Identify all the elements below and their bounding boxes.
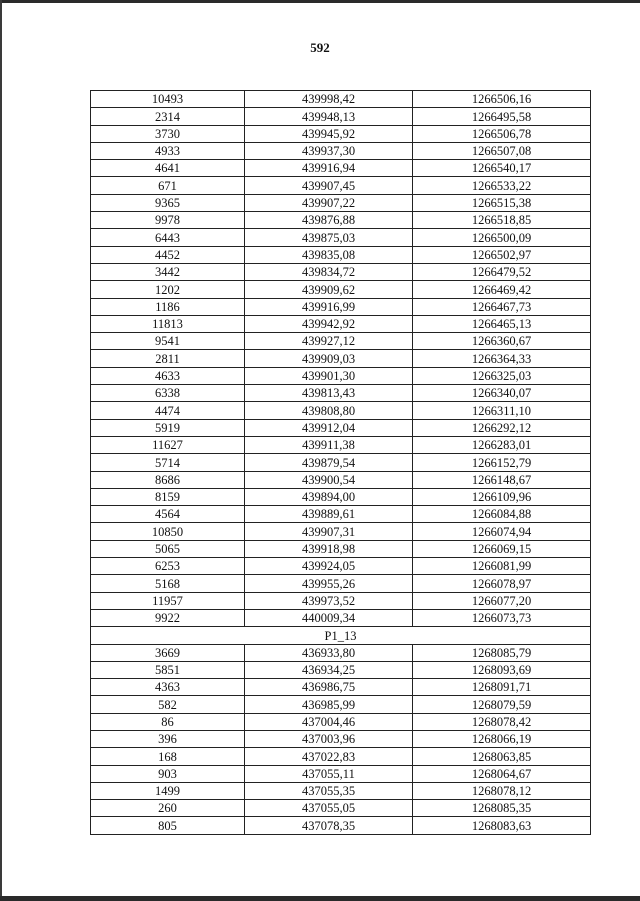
point-id-cell: 4474 [91,402,245,419]
point-id-cell: 4933 [91,142,245,159]
point-id-cell: 2811 [91,350,245,367]
table-row [91,696,591,713]
y-coordinate-cell: 1266340,07 [413,385,591,402]
point-id-cell: 10493 [91,91,245,108]
point-id-cell: 903 [91,765,245,782]
x-coordinate-cell: 439901,30 [245,367,413,384]
table-row [91,298,591,315]
table-row [91,748,591,765]
table-row [91,160,591,177]
table-row [91,419,591,436]
y-coordinate-cell: 1268085,79 [413,644,591,661]
y-coordinate-cell: 1268066,19 [413,730,591,747]
y-coordinate-cell: 1266502,97 [413,246,591,263]
table-row [91,782,591,799]
table-row [91,108,591,125]
point-id-cell: 11627 [91,436,245,453]
y-coordinate-cell: 1266078,97 [413,575,591,592]
table-row [91,229,591,246]
point-id-cell: 5851 [91,661,245,678]
y-coordinate-cell: 1268091,71 [413,679,591,696]
point-id-cell: 3442 [91,263,245,280]
table-row [91,177,591,194]
y-coordinate-cell: 1268063,85 [413,748,591,765]
y-coordinate-cell: 1268064,67 [413,765,591,782]
y-coordinate-cell: 1266495,58 [413,108,591,125]
x-coordinate-cell: 439912,04 [245,419,413,436]
point-id-cell: 5714 [91,454,245,471]
y-coordinate-cell: 1266283,01 [413,436,591,453]
point-id-cell: 9541 [91,333,245,350]
table-row [91,385,591,402]
y-coordinate-cell: 1266084,88 [413,506,591,523]
coordinates-table [90,90,591,835]
section-header-row [91,627,591,644]
y-coordinate-cell: 1266311,10 [413,402,591,419]
y-coordinate-cell: 1266292,12 [413,419,591,436]
y-coordinate-cell: 1266479,52 [413,263,591,280]
x-coordinate-cell: 439909,03 [245,350,413,367]
y-coordinate-cell: 1266073,73 [413,609,591,626]
x-coordinate-cell: 439909,62 [245,281,413,298]
point-id-cell: 3669 [91,644,245,661]
x-coordinate-cell: 439876,88 [245,212,413,229]
y-coordinate-cell: 1266507,08 [413,142,591,159]
table-row [91,350,591,367]
y-coordinate-cell: 1268093,69 [413,661,591,678]
point-id-cell: 6443 [91,229,245,246]
x-coordinate-cell: 439813,43 [245,385,413,402]
x-coordinate-cell: 439835,08 [245,246,413,263]
scan-border-top [0,0,640,3]
x-coordinate-cell: 439889,61 [245,506,413,523]
y-coordinate-cell: 1268078,12 [413,782,591,799]
x-coordinate-cell: 437055,35 [245,782,413,799]
point-id-cell: 86 [91,713,245,730]
table-row [91,436,591,453]
x-coordinate-cell: 439834,72 [245,263,413,280]
y-coordinate-cell: 1266518,85 [413,212,591,229]
point-id-cell: 260 [91,800,245,817]
y-coordinate-cell: 1268083,63 [413,817,591,834]
table-row [91,488,591,505]
x-coordinate-cell: 439945,92 [245,125,413,142]
table-row [91,333,591,350]
scan-border-bottom [0,896,640,901]
point-id-cell: 5065 [91,540,245,557]
x-coordinate-cell: 439875,03 [245,229,413,246]
table-row [91,367,591,384]
x-coordinate-cell: 436985,99 [245,696,413,713]
table-row [91,558,591,575]
table-row [91,91,591,108]
table-row [91,263,591,280]
y-coordinate-cell: 1266515,38 [413,194,591,211]
table-row [91,125,591,142]
point-id-cell: 4452 [91,246,245,263]
y-coordinate-cell: 1266467,73 [413,298,591,315]
x-coordinate-cell: 437003,96 [245,730,413,747]
point-id-cell: 9922 [91,609,245,626]
y-coordinate-cell: 1266148,67 [413,471,591,488]
point-id-cell: 4363 [91,679,245,696]
point-id-cell: 1499 [91,782,245,799]
point-id-cell: 11957 [91,592,245,609]
x-coordinate-cell: 439907,45 [245,177,413,194]
point-id-cell: 582 [91,696,245,713]
y-coordinate-cell: 1266069,15 [413,540,591,557]
table-row [91,281,591,298]
table-row [91,454,591,471]
y-coordinate-cell: 1266325,03 [413,367,591,384]
x-coordinate-cell: 439916,99 [245,298,413,315]
x-coordinate-cell: 439937,30 [245,142,413,159]
y-coordinate-cell: 1266109,96 [413,488,591,505]
table-row [91,609,591,626]
x-coordinate-cell: 439998,42 [245,91,413,108]
y-coordinate-cell: 1266506,78 [413,125,591,142]
point-id-cell: 3730 [91,125,245,142]
x-coordinate-cell: 439894,00 [245,488,413,505]
x-coordinate-cell: 436934,25 [245,661,413,678]
table-row [91,575,591,592]
coordinates-table-body [91,91,591,835]
point-id-cell: 5919 [91,419,245,436]
point-id-cell: 9365 [91,194,245,211]
point-id-cell: 6338 [91,385,245,402]
table-row [91,800,591,817]
table-row [91,540,591,557]
y-coordinate-cell: 1266077,20 [413,592,591,609]
point-id-cell: 1186 [91,298,245,315]
x-coordinate-cell: 437022,83 [245,748,413,765]
x-coordinate-cell: 439973,52 [245,592,413,609]
point-id-cell: 6253 [91,558,245,575]
table-row [91,506,591,523]
point-id-cell: 8686 [91,471,245,488]
table-row [91,246,591,263]
table-row [91,679,591,696]
point-id-cell: 396 [91,730,245,747]
page-number: 592 [310,40,330,55]
table-row [91,765,591,782]
y-coordinate-cell: 1266081,99 [413,558,591,575]
x-coordinate-cell: 439927,12 [245,333,413,350]
x-coordinate-cell: 437055,05 [245,800,413,817]
y-coordinate-cell: 1266074,94 [413,523,591,540]
table-row [91,402,591,419]
x-coordinate-cell: 436986,75 [245,679,413,696]
y-coordinate-cell: 1266465,13 [413,315,591,332]
x-coordinate-cell: 437004,46 [245,713,413,730]
x-coordinate-cell: 439907,22 [245,194,413,211]
y-coordinate-cell: 1266506,16 [413,91,591,108]
x-coordinate-cell: 439879,54 [245,454,413,471]
y-coordinate-cell: 1268085,35 [413,800,591,817]
x-coordinate-cell: 439948,13 [245,108,413,125]
table-row [91,730,591,747]
point-id-cell: 671 [91,177,245,194]
x-coordinate-cell: 439942,92 [245,315,413,332]
table-row [91,523,591,540]
x-coordinate-cell: 439918,98 [245,540,413,557]
y-coordinate-cell: 1268078,42 [413,713,591,730]
x-coordinate-cell: 436933,80 [245,644,413,661]
table-row [91,194,591,211]
table-row [91,644,591,661]
y-coordinate-cell: 1266152,79 [413,454,591,471]
x-coordinate-cell: 439911,38 [245,436,413,453]
x-coordinate-cell: 437055,11 [245,765,413,782]
y-coordinate-cell: 1268079,59 [413,696,591,713]
table-row [91,713,591,730]
point-id-cell: 8159 [91,488,245,505]
table-row [91,471,591,488]
scan-border-left [0,0,2,901]
x-coordinate-cell: 439955,26 [245,575,413,592]
x-coordinate-cell: 439907,31 [245,523,413,540]
x-coordinate-cell: 440009,34 [245,609,413,626]
point-id-cell: 4641 [91,160,245,177]
point-id-cell: 1202 [91,281,245,298]
point-id-cell: 4633 [91,367,245,384]
y-coordinate-cell: 1266500,09 [413,229,591,246]
point-id-cell: 9978 [91,212,245,229]
table-row [91,661,591,678]
x-coordinate-cell: 439900,54 [245,471,413,488]
point-id-cell: 4564 [91,506,245,523]
point-id-cell: 11813 [91,315,245,332]
y-coordinate-cell: 1266364,33 [413,350,591,367]
point-id-cell: 2314 [91,108,245,125]
table-row [91,817,591,834]
x-coordinate-cell: 439924,05 [245,558,413,575]
y-coordinate-cell: 1266469,42 [413,281,591,298]
point-id-cell: 805 [91,817,245,834]
x-coordinate-cell: 437078,35 [245,817,413,834]
table-row [91,315,591,332]
table-row [91,142,591,159]
table-row [91,592,591,609]
y-coordinate-cell: 1266540,17 [413,160,591,177]
point-id-cell: 168 [91,748,245,765]
point-id-cell: 10850 [91,523,245,540]
table-row [91,212,591,229]
section-label: P1_13 [91,627,591,644]
x-coordinate-cell: 439808,80 [245,402,413,419]
y-coordinate-cell: 1266360,67 [413,333,591,350]
y-coordinate-cell: 1266533,22 [413,177,591,194]
point-id-cell: 5168 [91,575,245,592]
x-coordinate-cell: 439916,94 [245,160,413,177]
